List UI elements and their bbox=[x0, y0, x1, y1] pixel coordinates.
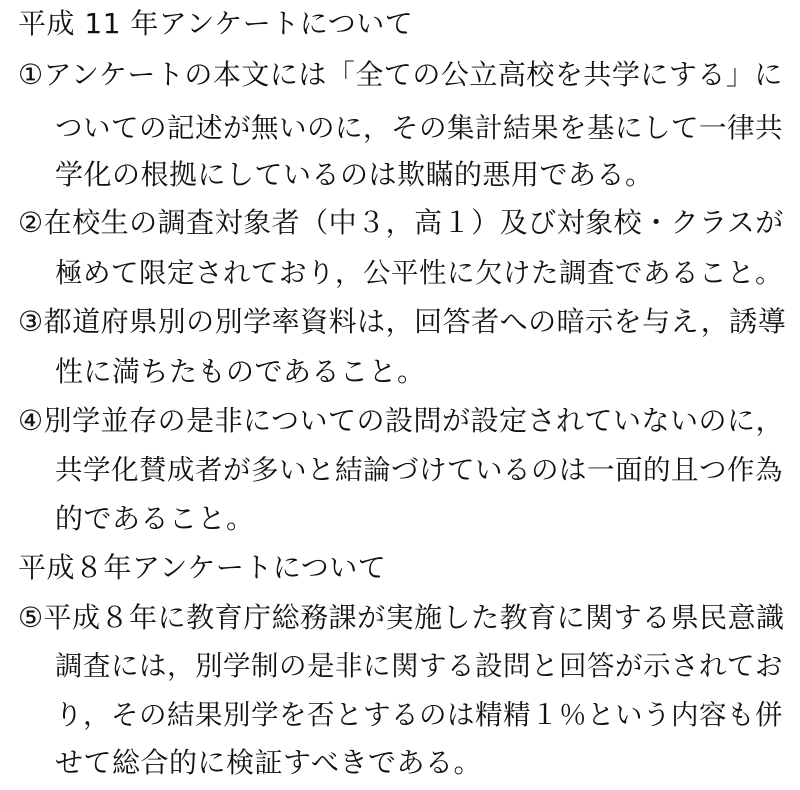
item-1-line-2: ついての記述が無いのに，その集計結果を基にして一律共 bbox=[55, 112, 783, 144]
item-4-line-2: 共学化賛成者が多いと結論づけているのは一面的且つ作為 bbox=[55, 454, 783, 486]
item-5-line-4: せて総合的に検証すべきである。 bbox=[55, 746, 482, 779]
item-5-line-3: り，その結果別学を否とするのは精精１％という内容も併 bbox=[55, 699, 783, 731]
item-4-line-1: ④別学並存の是非についての設問が設定されていないのに， bbox=[18, 404, 785, 437]
item-4-line-3: 的であること。 bbox=[55, 502, 255, 535]
item-2-line-1: ②在校生の調査対象者（中３，高１）及び対象校・クラスが bbox=[18, 206, 784, 239]
item-1-line-1: ①アンケートの本文には「全ての公立高校を共学にする」に bbox=[18, 58, 783, 91]
section-heading-h11: 平成 11 年アンケートについて bbox=[18, 7, 414, 40]
item-2-line-2: 極めて限定されており，公平性に欠けた調査であること。 bbox=[55, 257, 783, 289]
section-heading-h8: 平成８年アンケートについて bbox=[18, 551, 387, 584]
item-1-line-3: 学化の根拠にしているのは欺瞞的悪用である。 bbox=[55, 158, 654, 191]
item-3-line-2: 性に満ちたものであること。 bbox=[55, 355, 426, 388]
item-5-line-1: ⑤平成８年に教育庁総務課が実施した教育に関する県民意識 bbox=[18, 601, 785, 634]
item-3-line-1: ③都道府県別の別学率資料は，回答者への暗示を与え，誘導 bbox=[18, 305, 787, 338]
item-5-line-2: 調査には，別学制の是非に関する設問と回答が示されてお bbox=[55, 650, 783, 682]
